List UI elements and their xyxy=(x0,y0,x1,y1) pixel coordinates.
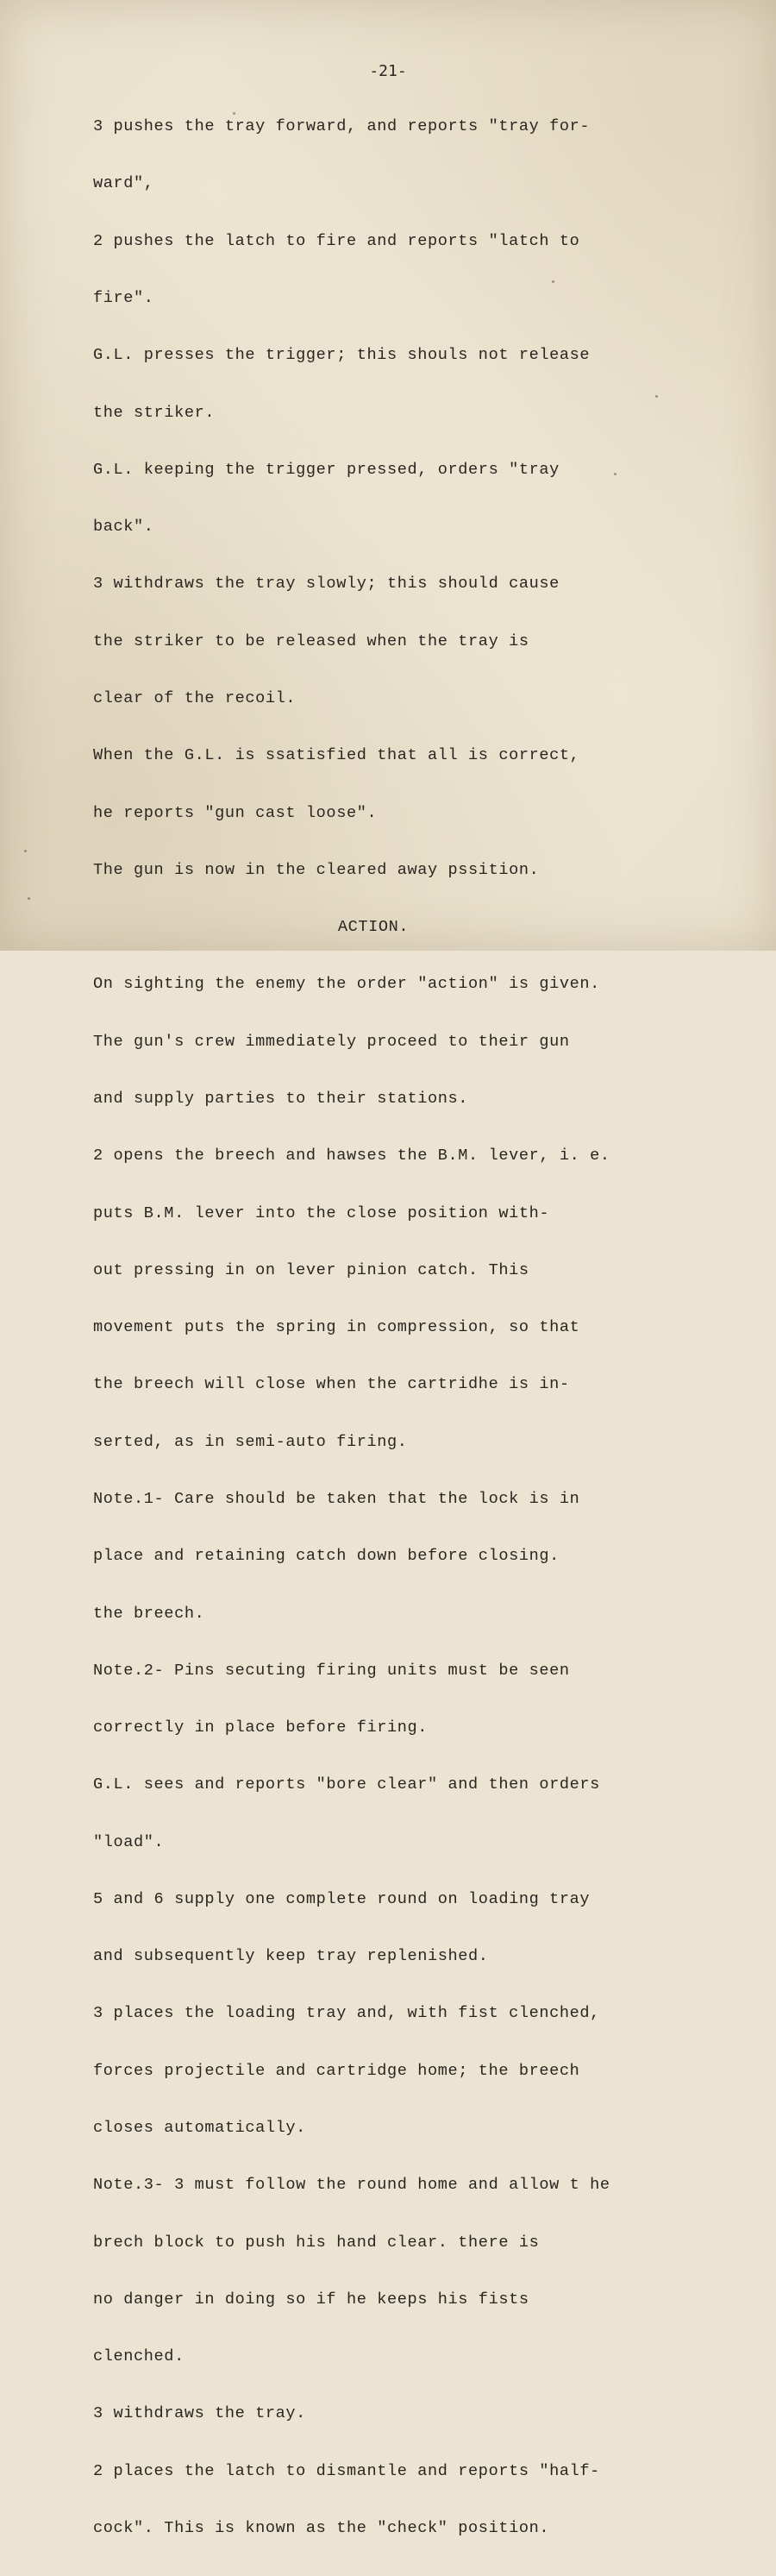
text-line: 3 withdraws the tray slowly; this should cause xyxy=(93,575,560,594)
paper-speck xyxy=(614,473,616,475)
text-line: "load". xyxy=(93,1832,165,1851)
text-line: out pressing in on lever pinion catch. This xyxy=(93,1260,529,1279)
text-line: he reports "gun cast loose". xyxy=(93,803,378,822)
text-line: the breech. xyxy=(93,1604,205,1623)
text-line: place and retaining catch down before closing. xyxy=(93,1547,560,1566)
note-line: Note.1- Care should be taken that the lock is in xyxy=(93,1489,580,1508)
page-number: -21- xyxy=(369,62,407,80)
text-line: and subsequently keep tray replenished. xyxy=(93,1947,489,1966)
text-line: back". xyxy=(93,518,154,537)
text-line: G.L. keeping the trigger pressed, orders "tray xyxy=(93,460,560,479)
text-line: clenched. xyxy=(93,2347,185,2366)
text-line: serted, as in semi-auto firing. xyxy=(93,1432,408,1451)
paper-speck xyxy=(28,897,30,900)
text-line: The gun's crew immediately proceed to their gun xyxy=(93,1032,570,1051)
text-line: closes automatically. xyxy=(93,2119,306,2138)
text-line: cock". This is known as the "check" position. xyxy=(93,2519,550,2537)
text-line: brech block to push his hand clear. there is xyxy=(93,2233,540,2252)
section-heading-action: ACTION. xyxy=(337,918,410,937)
text-line: and supply parties to their stations. xyxy=(93,1089,469,1108)
note-line: Note.3- 3 must follow the round home and allow t he xyxy=(93,2176,610,2195)
note-line: Note.2- Pins secuting firing units must be seen xyxy=(93,1661,570,1680)
text-line: fire". xyxy=(93,289,154,308)
text-line: G.L. presses the trigger; this shouls not release xyxy=(93,346,591,365)
text-line: 2 places the latch to dismantle and reports "half- xyxy=(93,2461,600,2480)
text-line: 2 pushes the latch to fire and reports "latch to xyxy=(93,231,580,250)
text-line: no danger in doing so if he keeps his fists xyxy=(93,2290,529,2309)
text-line: 2 opens the breech and hawses the B.M. lever, i. e. xyxy=(93,1147,610,1165)
paper-speck xyxy=(655,395,658,398)
paper-speck xyxy=(24,850,27,852)
text-line: the striker to be released when the tray is xyxy=(93,631,529,650)
text-line: G.L. sees and reports "bore clear" and then orders xyxy=(93,1775,600,1794)
text-line: 3 places the loading tray and, with fist clenched, xyxy=(93,2004,600,2023)
text-line: the breech will close when the cartridhe is in- xyxy=(93,1375,570,1394)
text-line: forces projectile and cartridge home; the breech xyxy=(93,2061,580,2080)
text-line: The gun is now in the cleared away pssition. xyxy=(93,860,540,879)
text-line: 3 withdraws the tray. xyxy=(93,2404,306,2423)
paper-speck xyxy=(552,280,554,283)
text-line: When the G.L. is ssatisfied that all is correct, xyxy=(93,746,580,765)
text-line: puts B.M. lever into the close position with- xyxy=(93,1203,550,1222)
text-line: 5 and 6 supply one complete round on loading tray xyxy=(93,1889,591,1908)
paper-speck xyxy=(233,112,235,115)
text-line: 3 pushes the tray forward, and reports "tray for- xyxy=(93,117,591,136)
text-line: the striker. xyxy=(93,403,216,422)
text-line: clear of the recoil. xyxy=(93,689,297,707)
text-line: movement puts the spring in compression, so that xyxy=(93,1318,580,1337)
text-line: correctly in place before firing. xyxy=(93,1718,429,1737)
typewritten-body xyxy=(93,79,679,2576)
text-line: On sighting the enemy the order "action" is given. xyxy=(93,975,600,994)
text-line: ward", xyxy=(93,174,154,193)
